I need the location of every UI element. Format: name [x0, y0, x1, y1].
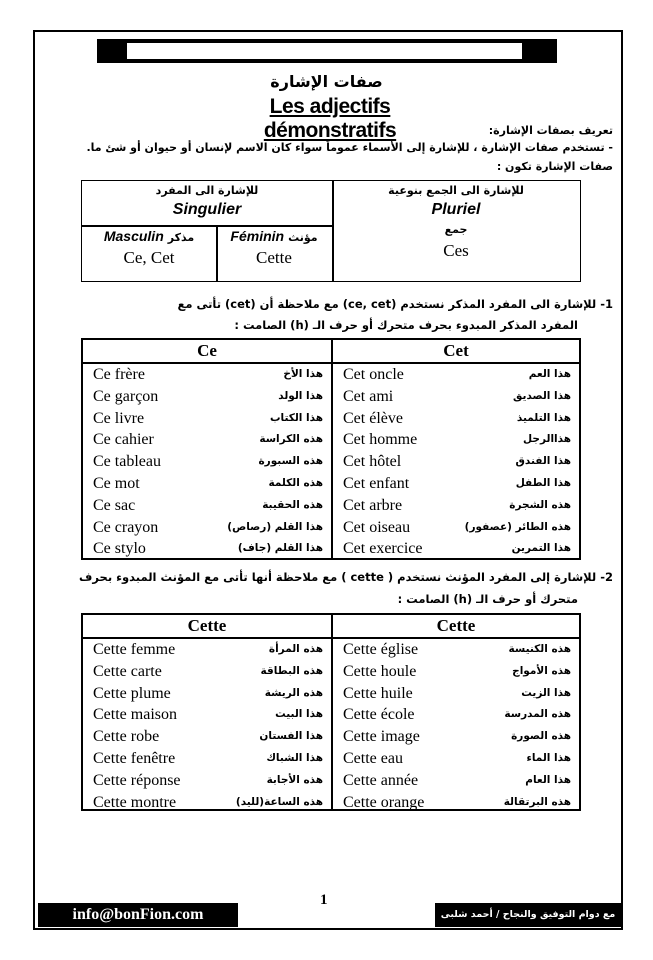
right-word-cell	[333, 473, 579, 495]
plural-word-ar: جمع	[444, 223, 468, 236]
left-word-cell	[83, 770, 331, 792]
arabic-translation: هذا الشباك	[266, 751, 323, 764]
arabic-translation: هذا البيت	[275, 708, 323, 721]
right-word-cell	[333, 639, 579, 661]
right-word-cell	[333, 792, 579, 814]
singular-label-ar: للإشارة الى المفرد	[155, 184, 259, 197]
table-row	[83, 726, 579, 748]
french-word: Ce stylo	[93, 540, 146, 558]
french-word: Cette robe	[93, 728, 160, 746]
left-word-cell	[83, 517, 331, 539]
french-word: Ce crayon	[93, 518, 159, 536]
section1-instruction-line1: 1- للإشارة الى المفرد المذكر نستخدم (ce, cet) مع ملاحظة أن (cet) تأتى مع	[177, 297, 613, 311]
french-word: Ce mot	[93, 474, 140, 492]
table-row	[83, 451, 579, 473]
arabic-translation: هذه الكنيسة	[508, 643, 571, 655]
french-word: Cette houle	[343, 662, 417, 680]
section2-word-table	[81, 613, 581, 811]
page-number: 1	[320, 892, 328, 908]
left-word-cell	[83, 726, 331, 748]
left-word-cell	[83, 639, 331, 661]
arabic-translation: هذا العم	[528, 368, 571, 380]
left-word-cell	[83, 538, 331, 560]
french-word: Ce sac	[93, 496, 136, 514]
arabic-translation: هذا الولد	[278, 389, 323, 402]
french-word: Cette plume	[93, 684, 171, 702]
left-word-cell	[83, 473, 331, 495]
left-word-cell	[83, 408, 331, 430]
section2-instruction-line1: 2- للإشارة إلى المفرد المؤنث نستخدم ( cette ) مع ملاحظة أنها تأتى مع المؤنث المبدوء بحرف	[79, 570, 613, 584]
section2-right-header: Cette	[436, 616, 476, 635]
french-word: Cet arbre	[343, 496, 403, 514]
french-word: Cet exercice	[343, 540, 423, 558]
feminine-label-ar: مؤنث	[288, 231, 318, 244]
french-word: Cet oncle	[343, 366, 404, 383]
french-word: Cette école	[343, 706, 415, 724]
arabic-translation: هذا القلم (جاف)	[237, 542, 323, 555]
definition-table	[81, 180, 581, 282]
arabic-translation: هذه الطائر (عصفور)	[464, 520, 571, 533]
table-row	[83, 538, 579, 560]
left-word-cell	[83, 386, 331, 408]
arabic-translation: هذه السبورة	[258, 455, 323, 468]
table-row	[83, 495, 579, 517]
table-row	[83, 408, 579, 430]
french-word: Cet élève	[343, 409, 403, 427]
table-row	[83, 386, 579, 408]
feminine-value: Cette	[256, 248, 292, 267]
arabic-translation: هذه الحقيبة	[262, 498, 323, 511]
table-row	[83, 792, 579, 814]
french-word: Ce garçon	[93, 387, 159, 405]
table-row	[83, 364, 579, 386]
section1-right-header: Cet	[443, 341, 469, 360]
arabic-translation: هذه الشجرة	[509, 498, 571, 511]
feminine-label-fr: Féminin	[230, 228, 285, 244]
arabic-translation: هذا الصديق	[513, 389, 571, 402]
french-word: Cette année	[343, 771, 419, 789]
arabic-translation: هذه الأمواج	[512, 664, 571, 677]
right-word-cell	[333, 495, 579, 517]
arabic-translation: هذا التمرين	[511, 542, 571, 555]
table-row	[83, 473, 579, 495]
arabic-translation: هذا الكتاب	[269, 411, 323, 424]
left-word-cell	[83, 451, 331, 473]
table-row	[83, 704, 579, 726]
arabic-translation: هذه الكلمة	[268, 476, 323, 489]
table-row	[83, 517, 579, 539]
left-word-cell	[83, 748, 331, 770]
arabic-translation: هذاالرجل	[523, 433, 571, 446]
right-word-cell	[333, 517, 579, 539]
arabic-translation: هذه الصورة	[511, 730, 571, 743]
arabic-translation: هذا الفستان	[259, 730, 323, 743]
french-word: Cet oiseau	[343, 518, 411, 536]
arabic-translation: هذه البرتقالة	[503, 795, 571, 808]
header-bar-inner	[127, 43, 522, 59]
arabic-translation: هذا الطفل	[515, 476, 571, 489]
right-word-cell	[333, 429, 579, 451]
right-word-cell	[333, 748, 579, 770]
arabic-translation: هذا الماء	[526, 751, 571, 764]
french-word: Cette montre	[93, 793, 177, 811]
french-word: Cette huile	[343, 684, 413, 702]
french-word: Ce cahier	[93, 431, 154, 449]
right-word-cell	[333, 683, 579, 705]
table-row	[83, 639, 579, 661]
french-word: Cet enfant	[343, 474, 410, 492]
footer-email: info@bonFion.com	[38, 903, 238, 927]
left-word-cell	[83, 704, 331, 726]
right-word-cell	[333, 408, 579, 430]
arabic-translation: هذا القلم (رصاص)	[227, 520, 323, 533]
french-word: Cette femme	[93, 641, 176, 658]
french-word: Cette image	[343, 728, 420, 746]
footer-author: مع دوام التوفيق والنجاح / أحمد شلبى	[435, 903, 621, 927]
french-word: Cette réponse	[93, 771, 181, 789]
right-word-cell	[333, 704, 579, 726]
right-word-cell	[333, 770, 579, 792]
left-word-cell	[83, 792, 331, 814]
plural-label-fr: Pluriel	[431, 201, 481, 218]
arabic-translation: هذه الكراسة	[259, 433, 323, 446]
masculine-value: Ce, Cet	[123, 248, 175, 267]
right-word-cell	[333, 661, 579, 683]
intro-definition: - تستخدم صفات الإشارة ، للإشارة إلى الأسماء عموماً سواء كان الاسم لإنسان أو حيوان أو شئ ما.	[86, 141, 613, 154]
section1-word-table	[81, 338, 581, 560]
french-word: Cet ami	[343, 387, 394, 405]
right-word-cell	[333, 364, 579, 386]
right-word-cell	[333, 538, 579, 560]
arabic-translation: هذا الزيت	[521, 686, 571, 699]
table-row	[83, 683, 579, 705]
french-word: Cette carte	[93, 662, 162, 680]
french-word: Ce livre	[93, 409, 145, 427]
left-word-cell	[83, 495, 331, 517]
french-word: Cette eau	[343, 749, 403, 767]
french-word: Cette fenêtre	[93, 749, 176, 767]
section1-left-header: Ce	[197, 341, 217, 360]
right-word-cell	[333, 451, 579, 473]
plural-label-ar: للإشارة الى الجمع بنوعية	[388, 184, 524, 197]
right-word-cell	[333, 726, 579, 748]
arabic-translation: هذه الريشة	[264, 686, 323, 699]
french-word: Cette orange	[343, 793, 425, 811]
french-word: Cette église	[343, 641, 419, 658]
masculine-label-fr: Masculin	[103, 228, 164, 244]
table-row	[83, 770, 579, 792]
arabic-translation: هذا الفندق	[515, 455, 571, 468]
table-row	[83, 661, 579, 683]
french-word: Cet hôtel	[343, 453, 402, 471]
table-row	[83, 429, 579, 451]
french-word: Ce tableau	[93, 453, 161, 471]
section2-left-header: Cette	[187, 616, 227, 635]
left-word-cell	[83, 661, 331, 683]
intro-heading: تعريف بصفات الإشارة:	[488, 124, 613, 137]
feminine-label	[216, 228, 332, 246]
section2-instruction-line2: متحرك أو حرف الـ (h) الصامت :	[397, 592, 578, 606]
french-word: Cette maison	[93, 706, 177, 724]
arabic-translation: هذه الساعة(لليد)	[235, 795, 323, 808]
arabic-translation: هذا التلميذ	[516, 411, 571, 424]
french-word: Ce frère	[93, 366, 145, 383]
intro-subheading: صفات الإشارة تكون :	[496, 160, 613, 173]
masculine-label-ar: مذكر	[167, 231, 195, 244]
arabic-translation: هذا الأخ	[283, 368, 323, 380]
french-word: Cet homme	[343, 431, 418, 449]
arabic-translation: هذه المرأة	[268, 643, 323, 655]
page-title-french: Les adjectifs démonstratifs	[263, 95, 397, 142]
right-word-cell	[333, 386, 579, 408]
singular-label-fr: Singulier	[172, 201, 242, 218]
arabic-translation: هذه الأجابة	[266, 773, 323, 786]
section1-instruction-line2: المفرد المذكر المبدوء بحرف متحرك أو حرف الـ (h) الصامت :	[234, 318, 578, 332]
arabic-translation: هذه المدرسة	[504, 708, 571, 721]
left-word-cell	[83, 683, 331, 705]
masculine-label	[82, 228, 216, 246]
arabic-translation: هذه البطاقة	[260, 664, 323, 677]
plural-value: Ces	[443, 241, 469, 260]
page-title-arabic: صفات الإشارة	[270, 72, 383, 91]
arabic-translation: هذا العام	[525, 773, 571, 786]
left-word-cell	[83, 364, 331, 386]
table-row	[83, 748, 579, 770]
left-word-cell	[83, 429, 331, 451]
